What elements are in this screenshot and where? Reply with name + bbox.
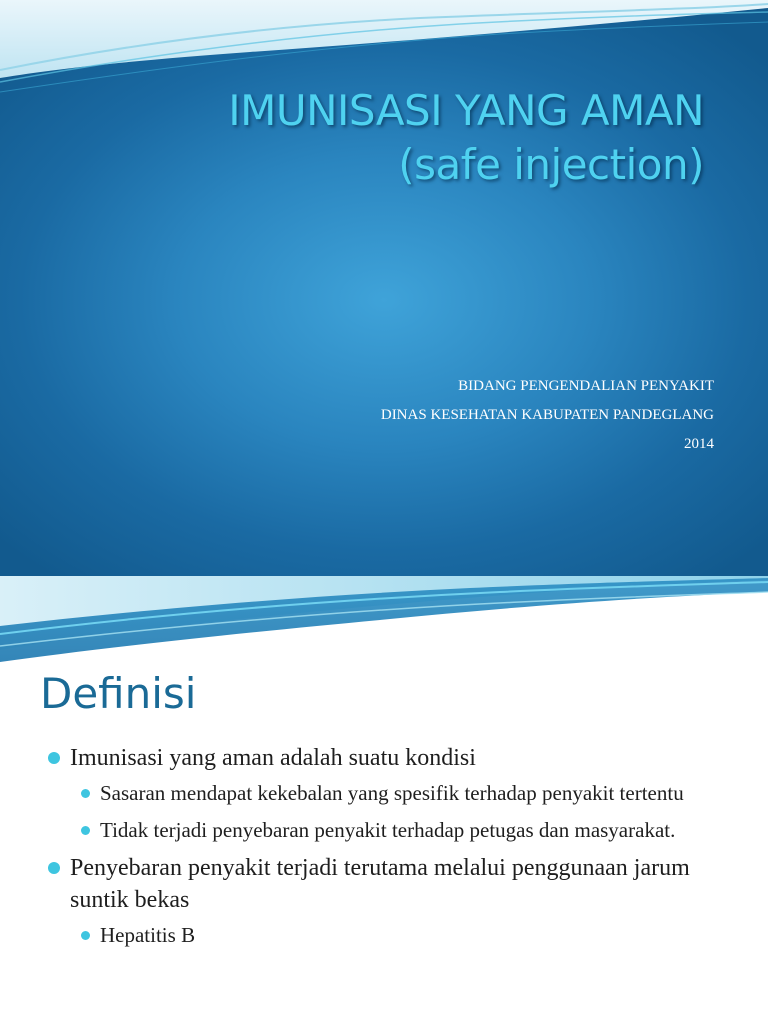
page-title: Definisi [40,669,197,718]
list-item-text: Penyebaran penyakit terjadi terutama melalui penggunaan jarum suntik bekas [70,855,690,913]
list-item-text: Sasaran mendapat kekebalan yang spesifik terhadap penyakit tertentu [100,781,684,805]
title-line-1: IMUNISASI YANG AMAN [228,86,704,135]
subtitle-year: 2014 [684,436,714,452]
title-line-2: (safe injection) [398,140,704,189]
list-item-text: Tidak terjadi penyebaran penyakit terhadap petugas dan masyarakat. [100,818,676,842]
bullet-dot-icon [81,826,90,835]
subtitle-agency: DINAS KESEHATAN KABUPATEN PANDEGLANG [380,407,714,423]
subtitle-department: BIDANG PENGENDALIAN PENYAKIT [458,378,714,394]
bullet-dot-icon [48,862,60,874]
list-item [0,742,690,774]
list-item [0,815,720,846]
list-item-text: Hepatitis B [100,923,196,947]
list-item [0,778,720,809]
list-item [0,852,690,916]
slide-subtitle [381,372,714,459]
bullet-dot-icon [48,752,60,764]
list-item [0,920,720,951]
wave-decoration-header [0,576,768,666]
list-item-text: Imunisasi yang aman adalah suatu kondisi [70,745,476,771]
slide-title-heading [228,84,704,192]
slide-definisi [0,576,768,1024]
bullet-dot-icon [81,931,90,940]
bullet-dot-icon [81,789,90,798]
bullet-list [0,742,768,957]
